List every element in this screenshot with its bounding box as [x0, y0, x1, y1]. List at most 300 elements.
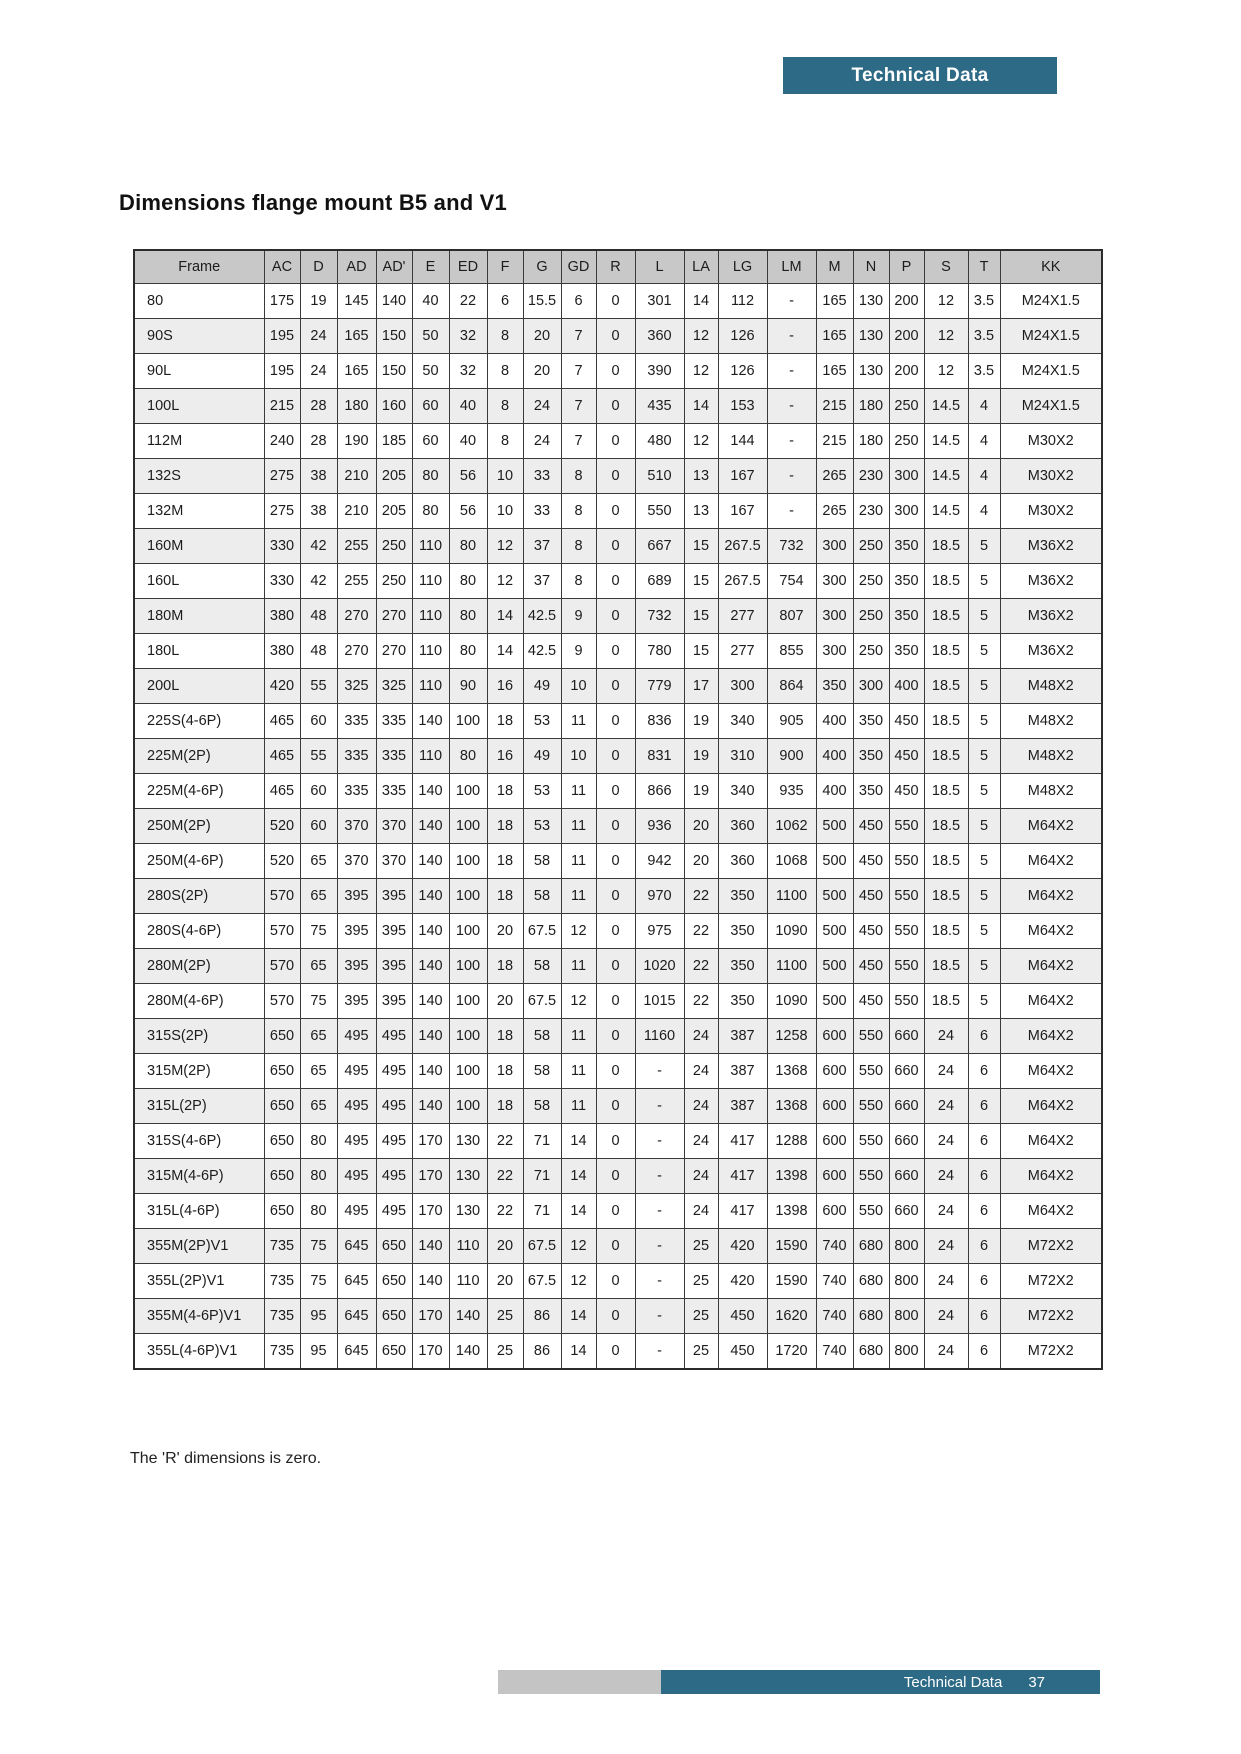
value-cell: M24X1.5: [1000, 319, 1102, 354]
value-cell: 500: [816, 949, 853, 984]
value-cell: 19: [684, 704, 718, 739]
frame-cell: 225M(2P): [134, 739, 264, 774]
value-cell: 680: [853, 1299, 889, 1334]
value-cell: 0: [596, 914, 635, 949]
value-cell: 130: [449, 1194, 487, 1229]
value-cell: M48X2: [1000, 739, 1102, 774]
table-row: [134, 564, 1102, 599]
table-row: [134, 1334, 1102, 1370]
value-cell: 8: [487, 319, 523, 354]
value-cell: 71: [523, 1124, 561, 1159]
value-cell: 270: [376, 634, 412, 669]
value-cell: 6: [487, 284, 523, 319]
value-cell: -: [635, 1054, 684, 1089]
value-cell: 12: [561, 984, 596, 1019]
dimensions-table: [133, 249, 1103, 1370]
value-cell: 11: [561, 1019, 596, 1054]
value-cell: 0: [596, 1194, 635, 1229]
value-cell: 500: [816, 984, 853, 1019]
value-cell: 370: [376, 844, 412, 879]
value-cell: 740: [816, 1229, 853, 1264]
value-cell: 8: [487, 389, 523, 424]
value-cell: 20: [523, 354, 561, 389]
column-header: AC: [264, 250, 300, 284]
value-cell: 40: [449, 389, 487, 424]
table-row: [134, 319, 1102, 354]
value-cell: 110: [412, 599, 449, 634]
value-cell: 0: [596, 424, 635, 459]
value-cell: M64X2: [1000, 984, 1102, 1019]
value-cell: 450: [853, 809, 889, 844]
value-cell: 550: [853, 1089, 889, 1124]
value-cell: 370: [337, 809, 376, 844]
value-cell: 495: [376, 1159, 412, 1194]
value-cell: 300: [816, 564, 853, 599]
value-cell: 60: [300, 809, 337, 844]
footer-gray-bar: [498, 1670, 661, 1694]
value-cell: 0: [596, 844, 635, 879]
value-cell: 435: [635, 389, 684, 424]
column-header: N: [853, 250, 889, 284]
value-cell: 7: [561, 354, 596, 389]
value-cell: 16: [487, 739, 523, 774]
value-cell: 130: [449, 1124, 487, 1159]
value-cell: 300: [889, 494, 924, 529]
table-row: [134, 494, 1102, 529]
value-cell: 100: [449, 984, 487, 1019]
table-row: [134, 1229, 1102, 1264]
value-cell: 5: [968, 564, 1000, 599]
value-cell: 24: [924, 1089, 968, 1124]
value-cell: 15.5: [523, 284, 561, 319]
value-cell: 210: [337, 494, 376, 529]
value-cell: M30X2: [1000, 459, 1102, 494]
value-cell: 100: [449, 879, 487, 914]
frame-cell: 132S: [134, 459, 264, 494]
value-cell: 240: [264, 424, 300, 459]
value-cell: M36X2: [1000, 599, 1102, 634]
value-cell: 18.5: [924, 914, 968, 949]
frame-cell: 315M(4-6P): [134, 1159, 264, 1194]
value-cell: 67.5: [523, 914, 561, 949]
value-cell: 1090: [767, 984, 816, 1019]
value-cell: 112: [718, 284, 767, 319]
value-cell: 110: [412, 669, 449, 704]
value-cell: 7: [561, 319, 596, 354]
value-cell: 32: [449, 354, 487, 389]
value-cell: M48X2: [1000, 774, 1102, 809]
value-cell: 80: [412, 459, 449, 494]
value-cell: 550: [889, 879, 924, 914]
value-cell: 167: [718, 494, 767, 529]
value-cell: 550: [889, 914, 924, 949]
value-cell: 500: [816, 844, 853, 879]
value-cell: -: [767, 284, 816, 319]
value-cell: 277: [718, 599, 767, 634]
value-cell: 110: [449, 1264, 487, 1299]
value-cell: 550: [889, 949, 924, 984]
value-cell: 1398: [767, 1159, 816, 1194]
value-cell: 0: [596, 809, 635, 844]
header-row: [134, 250, 1102, 284]
value-cell: -: [635, 1089, 684, 1124]
value-cell: 450: [853, 914, 889, 949]
value-cell: 395: [337, 879, 376, 914]
value-cell: 24: [684, 1159, 718, 1194]
value-cell: 14.5: [924, 459, 968, 494]
table-row: [134, 879, 1102, 914]
value-cell: 7: [561, 389, 596, 424]
value-cell: 270: [376, 599, 412, 634]
value-cell: 350: [889, 599, 924, 634]
value-cell: 14.5: [924, 389, 968, 424]
frame-cell: 355M(4-6P)V1: [134, 1299, 264, 1334]
value-cell: 18: [487, 809, 523, 844]
value-cell: M30X2: [1000, 494, 1102, 529]
value-cell: 14: [561, 1194, 596, 1229]
value-cell: 28: [300, 389, 337, 424]
value-cell: 5: [968, 704, 1000, 739]
value-cell: 14.5: [924, 424, 968, 459]
value-cell: 1720: [767, 1334, 816, 1370]
value-cell: 550: [889, 844, 924, 879]
value-cell: 5: [968, 529, 1000, 564]
value-cell: 14: [561, 1159, 596, 1194]
value-cell: 0: [596, 984, 635, 1019]
value-cell: 645: [337, 1229, 376, 1264]
value-cell: 779: [635, 669, 684, 704]
frame-cell: 112M: [134, 424, 264, 459]
value-cell: 100: [449, 914, 487, 949]
value-cell: 350: [718, 879, 767, 914]
value-cell: 38: [300, 494, 337, 529]
value-cell: 185: [376, 424, 412, 459]
value-cell: 75: [300, 1229, 337, 1264]
value-cell: 735: [264, 1334, 300, 1370]
value-cell: 170: [412, 1124, 449, 1159]
value-cell: 22: [684, 984, 718, 1019]
value-cell: 650: [376, 1299, 412, 1334]
value-cell: 140: [412, 1054, 449, 1089]
value-cell: 14: [561, 1334, 596, 1370]
value-cell: 18.5: [924, 599, 968, 634]
table-row: [134, 1159, 1102, 1194]
value-cell: 0: [596, 459, 635, 494]
value-cell: 660: [889, 1194, 924, 1229]
value-cell: 144: [718, 424, 767, 459]
value-cell: 95: [300, 1299, 337, 1334]
value-cell: 12: [561, 1264, 596, 1299]
value-cell: 866: [635, 774, 684, 809]
value-cell: 350: [853, 704, 889, 739]
value-cell: M64X2: [1000, 1159, 1102, 1194]
value-cell: 55: [300, 669, 337, 704]
value-cell: 495: [337, 1054, 376, 1089]
value-cell: 140: [412, 1089, 449, 1124]
value-cell: -: [635, 1194, 684, 1229]
value-cell: 650: [376, 1264, 412, 1299]
value-cell: 20: [487, 984, 523, 1019]
value-cell: 1398: [767, 1194, 816, 1229]
value-cell: 450: [853, 844, 889, 879]
value-cell: 14: [561, 1124, 596, 1159]
value-cell: 140: [449, 1299, 487, 1334]
value-cell: 6: [968, 1299, 1000, 1334]
value-cell: 0: [596, 1089, 635, 1124]
value-cell: 165: [337, 319, 376, 354]
value-cell: 420: [264, 669, 300, 704]
table-row: [134, 949, 1102, 984]
value-cell: 80: [449, 739, 487, 774]
value-cell: 3.5: [968, 354, 1000, 389]
value-cell: 600: [816, 1159, 853, 1194]
value-cell: 11: [561, 704, 596, 739]
value-cell: 200: [889, 354, 924, 389]
value-cell: 807: [767, 599, 816, 634]
value-cell: 10: [487, 494, 523, 529]
value-cell: 165: [816, 319, 853, 354]
value-cell: 831: [635, 739, 684, 774]
value-cell: 395: [376, 984, 412, 1019]
value-cell: 18.5: [924, 844, 968, 879]
value-cell: 140: [412, 1264, 449, 1299]
column-header: G: [523, 250, 561, 284]
value-cell: 5: [968, 669, 1000, 704]
value-cell: 215: [816, 389, 853, 424]
value-cell: 22: [684, 879, 718, 914]
value-cell: 215: [264, 389, 300, 424]
value-cell: 6: [561, 284, 596, 319]
value-cell: 67.5: [523, 984, 561, 1019]
value-cell: 450: [853, 984, 889, 1019]
value-cell: -: [767, 319, 816, 354]
value-cell: 32: [449, 319, 487, 354]
value-cell: 53: [523, 774, 561, 809]
value-cell: 395: [337, 914, 376, 949]
value-cell: 550: [853, 1019, 889, 1054]
table-row: [134, 809, 1102, 844]
value-cell: 5: [968, 984, 1000, 1019]
value-cell: 350: [718, 949, 767, 984]
table-row: [134, 914, 1102, 949]
value-cell: 3.5: [968, 284, 1000, 319]
frame-cell: 225S(4-6P): [134, 704, 264, 739]
value-cell: 200: [889, 284, 924, 319]
value-cell: 0: [596, 669, 635, 704]
value-cell: 650: [264, 1089, 300, 1124]
value-cell: 10: [487, 459, 523, 494]
value-cell: 205: [376, 459, 412, 494]
table-row: [134, 1054, 1102, 1089]
value-cell: 800: [889, 1299, 924, 1334]
value-cell: 6: [968, 1019, 1000, 1054]
value-cell: 195: [264, 354, 300, 389]
value-cell: 450: [889, 739, 924, 774]
frame-cell: 315L(4-6P): [134, 1194, 264, 1229]
value-cell: 740: [816, 1264, 853, 1299]
value-cell: 0: [596, 774, 635, 809]
column-header: ED: [449, 250, 487, 284]
value-cell: 4: [968, 494, 1000, 529]
value-cell: 300: [816, 634, 853, 669]
value-cell: 24: [924, 1124, 968, 1159]
value-cell: 110: [412, 564, 449, 599]
value-cell: 140: [412, 774, 449, 809]
value-cell: M64X2: [1000, 879, 1102, 914]
value-cell: 16: [487, 669, 523, 704]
table-row: [134, 669, 1102, 704]
value-cell: 350: [718, 914, 767, 949]
value-cell: 100: [449, 949, 487, 984]
table-row: [134, 354, 1102, 389]
value-cell: 18.5: [924, 984, 968, 1019]
value-cell: 1015: [635, 984, 684, 1019]
value-cell: 130: [853, 319, 889, 354]
value-cell: 24: [924, 1019, 968, 1054]
value-cell: 8: [487, 424, 523, 459]
value-cell: 250: [889, 424, 924, 459]
frame-cell: 280M(4-6P): [134, 984, 264, 1019]
frame-cell: 100L: [134, 389, 264, 424]
value-cell: 14: [487, 599, 523, 634]
footer-teal-bar: [661, 1670, 1100, 1694]
value-cell: 275: [264, 459, 300, 494]
value-cell: 495: [376, 1019, 412, 1054]
value-cell: 24: [300, 354, 337, 389]
table-row: [134, 704, 1102, 739]
value-cell: 380: [264, 634, 300, 669]
value-cell: 0: [596, 739, 635, 774]
value-cell: 250: [853, 599, 889, 634]
value-cell: 650: [264, 1159, 300, 1194]
value-cell: 19: [684, 739, 718, 774]
value-cell: 42: [300, 529, 337, 564]
value-cell: 300: [816, 529, 853, 564]
value-cell: 250: [376, 564, 412, 599]
value-cell: 975: [635, 914, 684, 949]
value-cell: 24: [924, 1264, 968, 1299]
value-cell: M24X1.5: [1000, 354, 1102, 389]
value-cell: 330: [264, 529, 300, 564]
value-cell: 56: [449, 459, 487, 494]
value-cell: 140: [412, 984, 449, 1019]
value-cell: 350: [853, 774, 889, 809]
value-cell: 110: [449, 1229, 487, 1264]
value-cell: 380: [264, 599, 300, 634]
value-cell: 0: [596, 354, 635, 389]
value-cell: 689: [635, 564, 684, 599]
value-cell: 600: [816, 1124, 853, 1159]
value-cell: 0: [596, 1124, 635, 1159]
value-cell: 80: [300, 1159, 337, 1194]
value-cell: 49: [523, 739, 561, 774]
value-cell: 465: [264, 774, 300, 809]
value-cell: 24: [924, 1054, 968, 1089]
value-cell: 0: [596, 284, 635, 319]
value-cell: 15: [684, 634, 718, 669]
value-cell: 855: [767, 634, 816, 669]
value-cell: 0: [596, 529, 635, 564]
value-cell: 11: [561, 774, 596, 809]
value-cell: 301: [635, 284, 684, 319]
frame-cell: 160M: [134, 529, 264, 564]
value-cell: 140: [412, 844, 449, 879]
value-cell: 180: [853, 389, 889, 424]
value-cell: 165: [816, 284, 853, 319]
value-cell: 450: [718, 1334, 767, 1370]
value-cell: 80: [449, 564, 487, 599]
value-cell: 18: [487, 879, 523, 914]
value-cell: 230: [853, 459, 889, 494]
value-cell: 205: [376, 494, 412, 529]
value-cell: 300: [889, 459, 924, 494]
value-cell: 170: [412, 1159, 449, 1194]
column-header: LM: [767, 250, 816, 284]
value-cell: -: [635, 1264, 684, 1299]
value-cell: 390: [635, 354, 684, 389]
value-cell: 8: [561, 564, 596, 599]
value-cell: 400: [889, 669, 924, 704]
value-cell: 11: [561, 1089, 596, 1124]
value-cell: 300: [816, 599, 853, 634]
value-cell: 5: [968, 634, 1000, 669]
value-cell: 12: [684, 354, 718, 389]
value-cell: 735: [264, 1264, 300, 1299]
value-cell: 265: [816, 494, 853, 529]
value-cell: M64X2: [1000, 949, 1102, 984]
value-cell: 465: [264, 704, 300, 739]
value-cell: 150: [376, 354, 412, 389]
value-cell: 1590: [767, 1264, 816, 1299]
table-row: [134, 529, 1102, 564]
value-cell: 420: [718, 1229, 767, 1264]
value-cell: 18: [487, 704, 523, 739]
value-cell: 6: [968, 1229, 1000, 1264]
value-cell: 12: [561, 914, 596, 949]
technical-data-badge: Technical Data: [783, 57, 1057, 94]
column-header: P: [889, 250, 924, 284]
value-cell: 17: [684, 669, 718, 704]
value-cell: 905: [767, 704, 816, 739]
value-cell: 24: [924, 1334, 968, 1370]
value-cell: 480: [635, 424, 684, 459]
value-cell: 150: [376, 319, 412, 354]
table-row: [134, 774, 1102, 809]
value-cell: M64X2: [1000, 1194, 1102, 1229]
value-cell: 75: [300, 1264, 337, 1299]
value-cell: 650: [264, 1054, 300, 1089]
value-cell: 970: [635, 879, 684, 914]
value-cell: 350: [853, 739, 889, 774]
frame-cell: 225M(4-6P): [134, 774, 264, 809]
value-cell: 650: [376, 1229, 412, 1264]
page-title: Dimensions flange mount B5 and V1: [119, 190, 507, 215]
frame-cell: 90L: [134, 354, 264, 389]
frame-cell: 80: [134, 284, 264, 319]
value-cell: M36X2: [1000, 634, 1102, 669]
value-cell: 600: [816, 1089, 853, 1124]
table-row: [134, 424, 1102, 459]
value-cell: 140: [412, 914, 449, 949]
value-cell: 11: [561, 949, 596, 984]
frame-cell: 280S(4-6P): [134, 914, 264, 949]
value-cell: 110: [412, 529, 449, 564]
table-header: [134, 250, 1102, 284]
value-cell: 170: [412, 1299, 449, 1334]
value-cell: 650: [264, 1194, 300, 1229]
value-cell: 335: [376, 774, 412, 809]
frame-cell: 180M: [134, 599, 264, 634]
